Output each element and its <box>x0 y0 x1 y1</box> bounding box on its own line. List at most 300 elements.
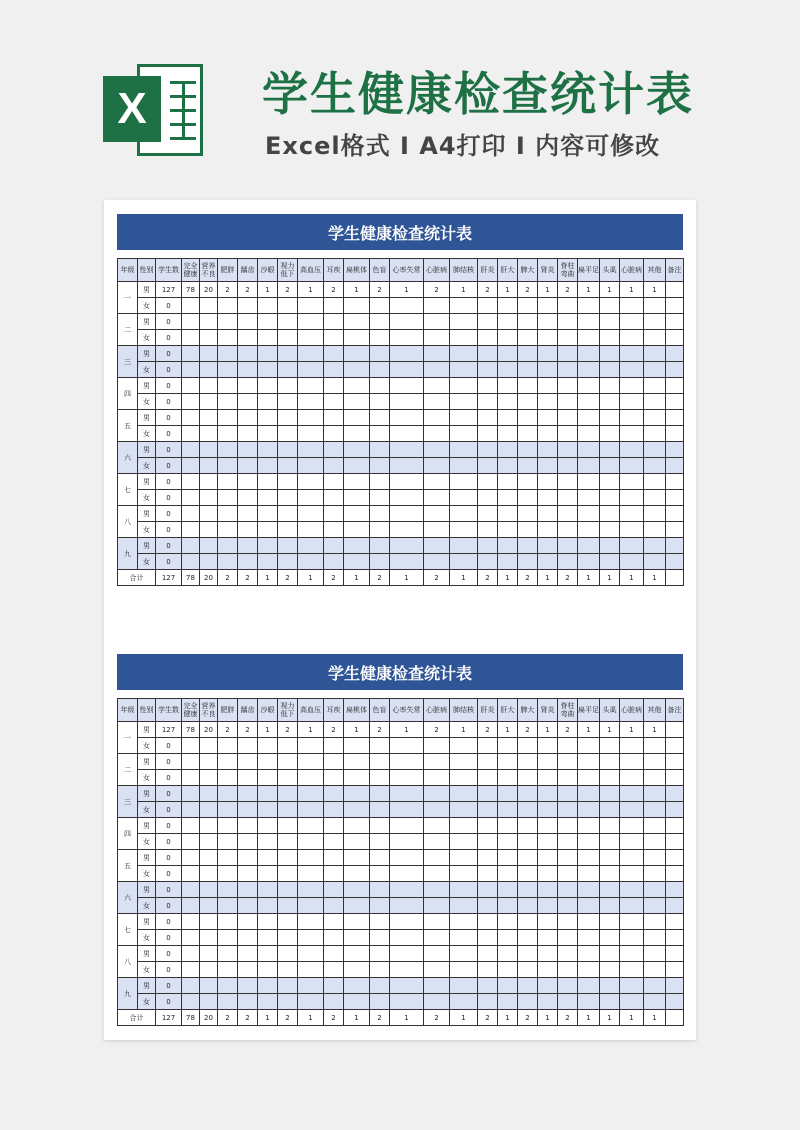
data-cell <box>600 330 620 346</box>
data-cell <box>218 930 238 946</box>
data-cell <box>644 506 666 522</box>
column-header: 备注 <box>666 699 684 722</box>
data-cell <box>518 394 538 410</box>
column-header: 沙眼 <box>258 699 278 722</box>
data-cell <box>278 866 298 882</box>
data-cell <box>278 946 298 962</box>
data-cell <box>390 474 424 490</box>
data-cell <box>258 738 278 754</box>
data-cell <box>450 538 478 554</box>
data-cell <box>450 962 478 978</box>
data-cell <box>200 554 218 570</box>
data-cell <box>518 314 538 330</box>
data-cell <box>558 882 578 898</box>
data-cell <box>182 362 200 378</box>
data-cell <box>450 930 478 946</box>
grade-cell: 七 <box>118 914 138 946</box>
data-cell <box>666 722 684 738</box>
table-row <box>118 474 684 490</box>
data-cell <box>344 898 370 914</box>
data-cell <box>558 946 578 962</box>
data-cell: 2 <box>518 722 538 738</box>
data-cell <box>538 834 558 850</box>
data-cell <box>518 346 538 362</box>
data-cell <box>238 866 258 882</box>
data-cell <box>498 738 518 754</box>
data-cell <box>324 882 344 898</box>
data-cell <box>238 962 258 978</box>
data-cell <box>298 834 324 850</box>
data-cell <box>298 994 324 1010</box>
data-cell <box>518 962 538 978</box>
data-cell <box>278 786 298 802</box>
data-cell <box>644 994 666 1010</box>
data-cell <box>538 442 558 458</box>
data-cell <box>344 538 370 554</box>
data-cell: 1 <box>578 282 600 298</box>
data-cell <box>620 554 644 570</box>
data-cell <box>324 554 344 570</box>
data-cell: 1 <box>578 722 600 738</box>
table-row <box>118 554 684 570</box>
data-cell: 0 <box>156 914 182 930</box>
data-cell <box>200 770 218 786</box>
total-label: 合计 <box>118 570 156 586</box>
data-cell <box>324 754 344 770</box>
data-cell <box>278 298 298 314</box>
data-cell <box>666 802 684 818</box>
data-cell <box>666 834 684 850</box>
data-cell: 0 <box>156 314 182 330</box>
data-cell <box>324 770 344 786</box>
data-cell <box>600 506 620 522</box>
stat-sheet-1 <box>117 214 683 586</box>
table-row <box>118 946 684 962</box>
column-header: 龋齿 <box>238 259 258 282</box>
data-cell <box>278 442 298 458</box>
data-cell <box>238 314 258 330</box>
data-cell <box>620 866 644 882</box>
data-cell <box>620 962 644 978</box>
data-cell <box>278 474 298 490</box>
data-cell <box>218 850 238 866</box>
grade-cell: 八 <box>118 506 138 538</box>
data-cell <box>600 818 620 834</box>
data-cell <box>344 490 370 506</box>
data-cell <box>258 898 278 914</box>
data-cell <box>238 298 258 314</box>
data-cell <box>258 490 278 506</box>
data-cell <box>450 978 478 994</box>
data-cell <box>558 834 578 850</box>
data-cell <box>600 770 620 786</box>
total-cell: 2 <box>324 570 344 586</box>
data-cell <box>620 314 644 330</box>
column-header: 肥胖 <box>218 699 238 722</box>
data-cell: 1 <box>498 282 518 298</box>
data-cell <box>538 458 558 474</box>
data-cell <box>558 522 578 538</box>
data-cell <box>558 378 578 394</box>
data-cell <box>498 818 518 834</box>
total-cell: 1 <box>644 570 666 586</box>
data-cell <box>258 962 278 978</box>
data-cell <box>370 866 390 882</box>
table-row <box>118 770 684 786</box>
column-header: 肝炎 <box>478 259 498 282</box>
data-cell: 2 <box>478 282 498 298</box>
data-cell <box>600 962 620 978</box>
data-cell <box>424 962 450 978</box>
data-cell <box>478 930 498 946</box>
data-cell <box>518 978 538 994</box>
data-cell <box>298 330 324 346</box>
data-cell <box>518 738 538 754</box>
total-cell: 127 <box>156 570 182 586</box>
data-cell: 0 <box>156 866 182 882</box>
data-cell <box>278 538 298 554</box>
table-row <box>118 850 684 866</box>
data-cell <box>478 314 498 330</box>
column-header: 性别 <box>138 699 156 722</box>
table-row <box>118 802 684 818</box>
data-cell <box>498 362 518 378</box>
data-cell <box>620 770 644 786</box>
data-cell <box>424 346 450 362</box>
data-cell <box>578 834 600 850</box>
column-header: 龋齿 <box>238 699 258 722</box>
data-cell <box>324 346 344 362</box>
data-cell <box>258 506 278 522</box>
data-cell <box>644 914 666 930</box>
data-cell <box>344 850 370 866</box>
data-cell <box>450 882 478 898</box>
data-cell <box>558 786 578 802</box>
data-cell: 2 <box>324 282 344 298</box>
data-cell <box>518 458 538 474</box>
gender-cell: 女 <box>138 866 156 882</box>
data-cell <box>238 506 258 522</box>
data-cell <box>298 410 324 426</box>
total-cell: 1 <box>578 570 600 586</box>
data-cell <box>324 330 344 346</box>
data-cell <box>200 946 218 962</box>
data-cell <box>578 410 600 426</box>
table-row <box>118 442 684 458</box>
data-cell <box>424 378 450 394</box>
data-cell <box>666 442 684 458</box>
data-cell: 0 <box>156 946 182 962</box>
grade-cell: 一 <box>118 282 138 314</box>
column-header: 年级 <box>118 699 138 722</box>
gender-cell: 女 <box>138 522 156 538</box>
data-cell <box>324 914 344 930</box>
data-cell <box>344 394 370 410</box>
data-cell <box>644 866 666 882</box>
data-cell <box>344 786 370 802</box>
data-cell <box>578 346 600 362</box>
data-cell <box>478 522 498 538</box>
data-cell: 0 <box>156 426 182 442</box>
gender-cell: 男 <box>138 754 156 770</box>
data-cell <box>298 522 324 538</box>
data-cell: 0 <box>156 394 182 410</box>
data-cell <box>578 554 600 570</box>
data-cell <box>200 754 218 770</box>
column-header: 完全健康 <box>182 259 200 282</box>
data-cell <box>278 506 298 522</box>
column-header: 心脏病 <box>620 259 644 282</box>
data-cell <box>200 522 218 538</box>
data-cell <box>424 538 450 554</box>
data-cell <box>370 738 390 754</box>
column-header: 心率失常 <box>390 699 424 722</box>
data-cell <box>200 426 218 442</box>
data-cell <box>538 978 558 994</box>
data-cell <box>538 882 558 898</box>
data-cell <box>182 754 200 770</box>
total-row <box>118 570 684 586</box>
grade-cell: 三 <box>118 346 138 378</box>
data-cell <box>518 362 538 378</box>
data-cell <box>182 506 200 522</box>
data-cell <box>344 930 370 946</box>
data-cell <box>478 506 498 522</box>
data-cell <box>478 346 498 362</box>
data-cell <box>344 458 370 474</box>
data-cell <box>298 474 324 490</box>
data-cell: 20 <box>200 722 218 738</box>
data-cell <box>558 866 578 882</box>
data-cell <box>182 882 200 898</box>
data-cell <box>558 994 578 1010</box>
logo-letter: X <box>103 76 161 142</box>
data-cell <box>644 442 666 458</box>
data-cell <box>558 410 578 426</box>
data-cell <box>200 394 218 410</box>
data-cell <box>578 754 600 770</box>
data-cell <box>498 426 518 442</box>
total-label: 合计 <box>118 1010 156 1026</box>
data-cell <box>600 786 620 802</box>
data-cell <box>324 738 344 754</box>
grade-cell: 四 <box>118 818 138 850</box>
gender-cell: 女 <box>138 298 156 314</box>
data-cell <box>518 786 538 802</box>
data-cell <box>278 978 298 994</box>
data-cell <box>600 410 620 426</box>
data-cell <box>620 426 644 442</box>
data-cell: 0 <box>156 442 182 458</box>
data-cell <box>666 898 684 914</box>
data-cell <box>644 850 666 866</box>
data-cell <box>498 930 518 946</box>
data-cell <box>666 866 684 882</box>
data-cell <box>450 866 478 882</box>
data-cell <box>600 898 620 914</box>
data-cell <box>278 522 298 538</box>
data-cell <box>666 282 684 298</box>
data-cell <box>538 930 558 946</box>
data-cell <box>600 866 620 882</box>
data-cell <box>666 522 684 538</box>
data-cell <box>424 978 450 994</box>
data-cell <box>298 866 324 882</box>
data-cell: 0 <box>156 330 182 346</box>
data-cell <box>390 410 424 426</box>
data-cell <box>324 962 344 978</box>
data-cell <box>558 362 578 378</box>
data-cell <box>370 994 390 1010</box>
data-cell <box>298 426 324 442</box>
data-cell <box>666 490 684 506</box>
table-row <box>118 882 684 898</box>
data-cell <box>644 458 666 474</box>
data-cell <box>258 930 278 946</box>
data-cell <box>478 490 498 506</box>
data-cell <box>238 786 258 802</box>
data-cell <box>424 330 450 346</box>
data-cell <box>478 866 498 882</box>
data-cell <box>344 962 370 978</box>
data-cell <box>390 426 424 442</box>
column-header: 脾大 <box>518 259 538 282</box>
data-cell <box>218 818 238 834</box>
data-cell <box>478 394 498 410</box>
data-cell <box>424 898 450 914</box>
data-cell <box>424 914 450 930</box>
column-header: 色盲 <box>370 259 390 282</box>
data-cell <box>518 898 538 914</box>
data-cell <box>558 298 578 314</box>
data-cell <box>478 834 498 850</box>
grade-cell: 九 <box>118 978 138 1010</box>
data-cell <box>538 538 558 554</box>
data-cell <box>600 490 620 506</box>
gender-cell: 男 <box>138 346 156 362</box>
data-cell <box>450 834 478 850</box>
data-cell <box>450 786 478 802</box>
data-cell <box>620 362 644 378</box>
data-cell <box>450 506 478 522</box>
data-cell: 2 <box>324 722 344 738</box>
data-cell <box>182 962 200 978</box>
data-cell <box>238 818 258 834</box>
data-cell <box>344 914 370 930</box>
data-cell <box>258 754 278 770</box>
data-cell <box>344 818 370 834</box>
document-page <box>104 200 696 1040</box>
grade-cell: 二 <box>118 314 138 346</box>
data-cell <box>390 850 424 866</box>
data-cell <box>478 298 498 314</box>
grade-cell: 六 <box>118 442 138 474</box>
data-cell <box>498 770 518 786</box>
data-cell <box>370 882 390 898</box>
data-cell <box>518 914 538 930</box>
data-cell <box>498 410 518 426</box>
gender-cell: 女 <box>138 330 156 346</box>
data-cell <box>538 410 558 426</box>
data-cell: 1 <box>600 722 620 738</box>
total-cell: 1 <box>538 1010 558 1026</box>
data-cell <box>600 738 620 754</box>
data-cell <box>498 442 518 458</box>
data-cell <box>370 314 390 330</box>
data-cell <box>390 978 424 994</box>
data-cell <box>200 978 218 994</box>
total-cell: 1 <box>538 570 558 586</box>
data-cell <box>390 378 424 394</box>
data-cell: 0 <box>156 298 182 314</box>
data-cell <box>218 802 238 818</box>
data-cell <box>298 754 324 770</box>
table-row <box>118 426 684 442</box>
data-cell <box>578 898 600 914</box>
data-cell <box>518 754 538 770</box>
data-cell <box>666 754 684 770</box>
data-cell <box>666 474 684 490</box>
column-header: 头虱 <box>600 699 620 722</box>
data-cell <box>324 458 344 474</box>
data-cell <box>218 946 238 962</box>
data-cell <box>620 882 644 898</box>
data-cell <box>278 994 298 1010</box>
data-cell <box>238 346 258 362</box>
data-cell <box>478 442 498 458</box>
data-cell <box>424 442 450 458</box>
total-cell: 2 <box>370 570 390 586</box>
data-cell <box>344 314 370 330</box>
data-cell <box>538 378 558 394</box>
data-cell <box>200 442 218 458</box>
total-cell: 20 <box>200 1010 218 1026</box>
data-cell <box>324 522 344 538</box>
data-cell <box>218 554 238 570</box>
data-cell <box>298 882 324 898</box>
table-row <box>118 866 684 882</box>
data-cell: 2 <box>218 282 238 298</box>
data-cell <box>200 882 218 898</box>
data-cell <box>450 314 478 330</box>
data-cell <box>424 802 450 818</box>
data-cell: 2 <box>238 722 258 738</box>
data-cell <box>344 834 370 850</box>
data-cell <box>200 834 218 850</box>
data-cell <box>370 818 390 834</box>
data-cell <box>238 898 258 914</box>
data-cell <box>518 770 538 786</box>
data-cell <box>666 818 684 834</box>
gender-cell: 女 <box>138 770 156 786</box>
data-cell <box>258 458 278 474</box>
data-cell: 1 <box>450 282 478 298</box>
data-cell <box>200 914 218 930</box>
gender-cell: 男 <box>138 538 156 554</box>
data-cell <box>344 346 370 362</box>
column-header: 其他 <box>644 699 666 722</box>
data-cell <box>620 410 644 426</box>
total-cell: 1 <box>450 1010 478 1026</box>
data-cell <box>298 802 324 818</box>
data-cell: 1 <box>258 282 278 298</box>
gender-cell: 女 <box>138 834 156 850</box>
data-cell <box>370 834 390 850</box>
data-cell <box>666 378 684 394</box>
data-cell <box>518 946 538 962</box>
data-cell <box>424 882 450 898</box>
data-cell <box>498 754 518 770</box>
